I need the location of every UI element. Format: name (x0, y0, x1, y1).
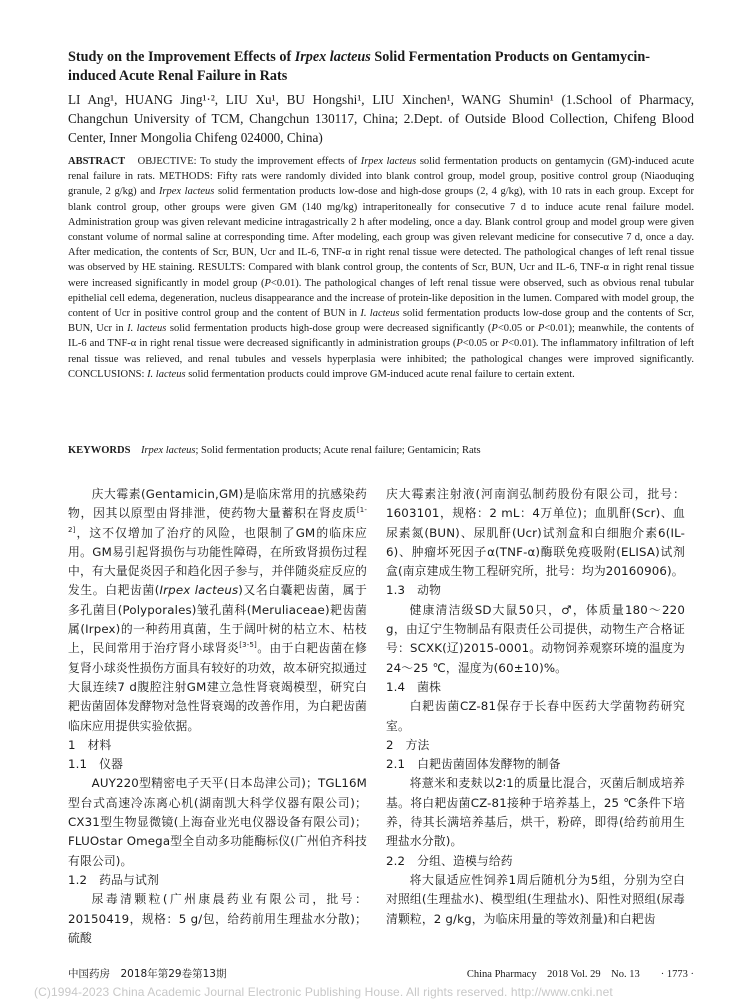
conclusions-label: CONCLUSIONS: (68, 368, 145, 380)
p-symbol: P (537, 323, 545, 335)
subsection-heading-group: 2.2 分组、造模与给药 (386, 853, 513, 868)
abstract-text: solid fermentation products high-dose group were decreased significantly ( (166, 323, 492, 335)
results-label: RESULTS: (197, 262, 246, 274)
drugs-paragraph-cont: 庆大霉素注射液(河南润弘制药股份有限公司，批号：1603101，规格：2 mL：4万单位)；血肌酐(Scr)、血尿素氮(BUN)、尿肌酐(Ucr)试剂盒和白细胞介素6(IL-6)、肿瘤坏死因子α(TNF-α)酶联免疫吸附(ELISA)试剂盒(南京建成生物工程研究所，批号：均为20160906)。 (386, 487, 685, 579)
species-name: I. lacteus (360, 308, 400, 320)
body-text: 庆大霉素(Gentamicin,GM)是临床常用的抗感染药物，因其以原型由肾排泄，使药物大量蓄积在肾皮质 (68, 487, 367, 521)
abstract-text: <0.01). The inflammatory infiltration of left renal tissue was relieved, and renal tubules and vessels hyperplasia were inhibited; the pathological changes were improved significantly. (68, 338, 694, 365)
group-paragraph: 将大鼠适应性饲养1周后随机分为5组，分别为空白对照组(生理盐水)、模型组(生理盐水)、阳性对照组(尿毒清颗粒，2 g/kg，为临床用量的等效剂量)和白耙齿 (386, 872, 685, 926)
p-symbol: P (491, 323, 498, 335)
journal-issue-cn: 中国药房 2018年第29卷第13期 (68, 968, 227, 980)
p-symbol: P (456, 338, 463, 350)
abstract-text: <0.05 or (462, 338, 502, 350)
title-text-end: Solid Fermentation Products on Gentamycin-induced Acute Renal Failure in Rats (68, 49, 650, 84)
methods-label: METHODS: (159, 171, 213, 183)
body-text: )又名白囊耙齿菌，属于多孔菌目(Polyporales)皱孔菌科(Meruliaceae)耙齿菌属(Irpex)的一种药用真菌，生于阔叶树的枯立木、枯枝上，民间常用于治疗肾小球肾炎 (68, 583, 367, 656)
subsection-heading-prep: 2.1 白耙齿菌固体发酵物的制备 (386, 757, 561, 772)
species-name: Irpex lacteus (360, 156, 417, 167)
animals-paragraph: 健康清洁级SD大鼠50只，♂，体质量180～220 g，由辽宁生物制品有限责任公司提供，动物生产合格证号：SCXK(辽)2015-0001。动物饲养观察环境的温度为24～25 ℃，湿度为(60±10)%。 (386, 602, 685, 675)
abstract-text: To study the improvement effects of (196, 156, 361, 167)
body-text: ，这不仅增加了治疗的风险，也限制了GM的临床应用。GM易引起肾损伤与功能性障碍，在所致肾损伤过程中，有大量促炎因子和趋化因子参与，并伴随炎症反应的发生。白耙齿菌( (68, 525, 367, 598)
strain-paragraph: 白耙齿菌CZ-81保存于长春中医药大学菌物药研究室。 (386, 699, 685, 733)
intro-paragraph (68, 485, 367, 736)
abstract-text: <0.05 or (497, 323, 538, 335)
drugs-paragraph: 尿毒清颗粒(广州康晨药业有限公司，批号：20150419，规格：5 g/包，给药前用生理盐水分散)；硫酸 (68, 892, 367, 945)
instruments-paragraph: AUY220型精密电子天平(日本岛津公司)；TGL16M型台式高速冷冻离心机(湖南凯大科学仪器有限公司)；CX31型生物显微镜(上海奋业光电仪器设备有限公司)；FLUOstar Omega型全自动多功能酶标仪(广州伯齐科技有限公司)。 (68, 776, 367, 868)
body-column-left (68, 485, 367, 948)
abstract-label: ABSTRACT (68, 156, 126, 167)
subsection-heading-instruments: 1.1 仪器 (68, 757, 124, 772)
citation: [1-2] (68, 506, 367, 534)
abstract-text: Compared with blank control group, the contents of Scr, BUN, Ucr and IL-6, TNF-α in right renal tissue were increased significantly in model group ( (68, 262, 695, 289)
citation: [3-5] (239, 641, 257, 650)
keyword-species: Irpex lacteus (140, 445, 196, 456)
species-name: Irpex lacteus (159, 583, 239, 598)
keywords-text: ; Solid fermentation products; Acute renal failure; Gentamicin; Rats (195, 445, 481, 456)
subsection-heading-drugs: 1.2 药品与试剂 (68, 872, 159, 887)
abstract-text: solid fermentation products on gentamycin (GM)-induced acute renal failure in rats. (68, 156, 695, 183)
abstract-text: solid fermentation products low-dose group and the contents of Scr, BUN, Ucr in (68, 308, 694, 335)
objective-label: OBJECTIVE: (137, 156, 197, 167)
section-heading-materials: 1 材料 (68, 737, 112, 752)
abstract (68, 154, 694, 382)
p-symbol: P (501, 338, 509, 350)
subsection-heading-strain: 1.4 菌株 (386, 679, 442, 694)
keywords-label: KEYWORDS (68, 445, 131, 456)
subsection-heading-animals: 1.3 动物 (386, 583, 442, 598)
prep-paragraph: 将薏米和麦麸以2∶1的质量比混合，灭菌后制成培养基。将白耙齿菌CZ-81接种于培养基上，25 ℃条件下培养，待其长满培养基后，烘干，粉碎，即得(给药前用生理盐水分散)。 (386, 776, 685, 849)
abstract-text: solid fermentation products could improve GM-induced acute renal failure to certain extent. (185, 368, 575, 380)
keywords (68, 443, 694, 458)
copyright-watermark: (C)1994-2023 China Academic Journal Electronic Publishing House. All rights reserved. http://www.cnki.net (34, 985, 613, 999)
abstract-text: Fifty rats were randomly divided into blank control group, model group, positive control group (Niaoduqing granule, 2 g/kg) and (68, 171, 695, 198)
title-text: Study on the Improvement Effects of (68, 49, 295, 65)
species-name: I. lacteus (127, 323, 167, 335)
section-heading-methods: 2 方法 (386, 737, 430, 752)
species-name: Irpex lacteus (158, 186, 215, 198)
title-species: Irpex lacteus (294, 49, 371, 65)
article-title-en (68, 48, 694, 86)
authors-affiliations: LI Ang¹, HUANG Jing¹·², LIU Xu¹, BU Hongshi¹, LIU Xinchen¹, WANG Shumin¹ (1.School of Pharmacy, Changchun University of TCM, Changchun 130117, China; 2.Dept. of Outside Blood Collection, Chifeng Blood Center, Inner Mongolia Chifeng 024000, China) (68, 92, 694, 146)
abstract-text: <0.01). The pathological changes of left renal tissue were observed, such as obvious renal tubular epithelial cell edema, degeneration, nucleus disappearance and the increase of protein-like deposition in the lumen. Compared with model group, the content of Ucr in positive control group and the content of BUN in (68, 277, 695, 320)
species-name: I. lacteus (147, 368, 186, 380)
p-symbol: P (264, 277, 271, 289)
body-text: 。由于白耙齿菌在修复肾小球炎性损伤方面具有较好的功效，故本研究拟通过大鼠连续7 d腹腔注射GM建立急性肾衰竭模型，研究白耙齿菌固体发酵物对急性肾衰竭的改善作用，为白耙齿菌临床应用提供实验依据。 (68, 641, 367, 733)
journal-issue-en: China Pharmacy 2018 Vol. 29 No. 13 · 1773 · (466, 969, 694, 980)
abstract-text: solid fermentation products low-dose and high-dose groups (2, 4 g/kg), with 10 rats in each group. Except for blank control group, other groups were given GM (140 mg/kg) intraperitoneally for consecutive 7 d to induce acute renal failure model. Administration group was given relevant medicine intragastrically 2 h after modeling, once a day. Blank control group and model group were given constant volume of normal saline at corresponding time. After modeling, each group was given relevant medicine for consecutive 7 d, once a day. After medication, the contents of Scr, BUN, Ucr and IL-6, TNF-α in right renal tissue were detected. The pathological changes of left renal tissue was observed by HE staining. (68, 186, 695, 274)
abstract-text: <0.01); meanwhile, the contents of IL-6 and TNF-α in right renal tissue were decreased significantly in administration groups ( (68, 323, 695, 350)
body-column-right (386, 485, 685, 929)
